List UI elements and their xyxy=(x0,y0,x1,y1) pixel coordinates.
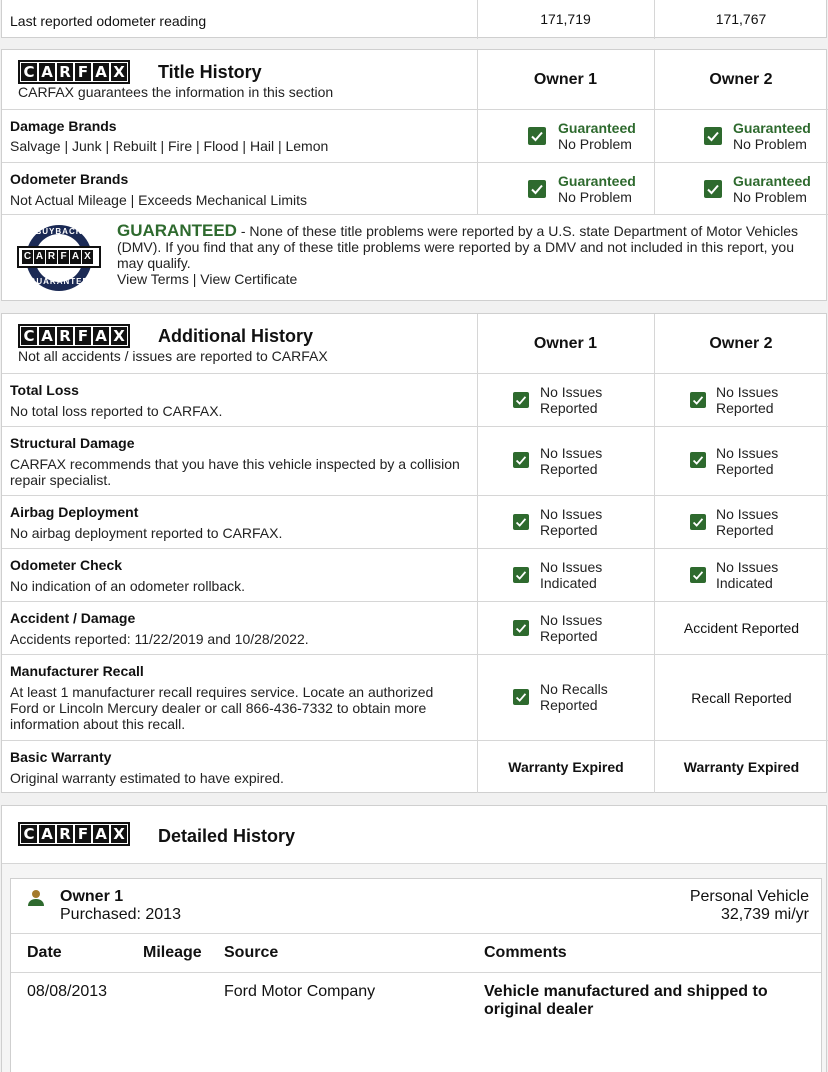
row-title: Accident / Damage xyxy=(10,610,136,626)
history-row: Odometer Check No indication of an odometer rollback. No Issues Indicated No Issues Indicated xyxy=(2,548,828,601)
section-subtitle: CARFAX guarantees the information in this section xyxy=(18,84,334,100)
owner1-header: Owner 1 xyxy=(533,334,598,352)
check-icon xyxy=(513,392,529,408)
history-row: Total Loss No total loss reported to CARFAX. No Issues Reported No Issues Reported xyxy=(2,373,828,426)
status-accident: Accident Reported xyxy=(683,620,800,636)
col-mileage: Mileage xyxy=(143,944,202,961)
section-title: Title History xyxy=(158,62,262,82)
status-guaranteed: Guaranteed xyxy=(558,173,636,189)
status-warranty: Warranty Expired xyxy=(683,759,800,775)
owner1-header: Owner 1 xyxy=(533,70,598,88)
row-desc: No total loss reported to CARFAX. xyxy=(10,403,223,419)
check-icon xyxy=(690,392,706,408)
owner2-header: Owner 2 xyxy=(709,70,773,88)
odometer-label: Last reported odometer reading xyxy=(10,13,207,29)
check-icon xyxy=(513,452,529,468)
badge-top-text: BUYBACK xyxy=(35,227,83,236)
status-recall: Recall Reported xyxy=(691,689,792,706)
person-icon xyxy=(27,889,45,912)
row-desc: CARFAX recommends that you have this vehicle inspected by a collision repair specialist. xyxy=(10,456,460,488)
check-icon xyxy=(690,514,706,530)
title-history-section xyxy=(1,49,827,301)
vehicle-type: Personal Vehicle xyxy=(689,888,809,905)
guarantee-headline: GUARANTEED xyxy=(117,221,237,240)
row-date: 08/08/2013 xyxy=(27,983,108,1000)
carfax-logo: C A R F A X xyxy=(18,822,130,846)
check-icon xyxy=(513,620,529,636)
check-icon xyxy=(690,567,706,583)
status-no-problem: No Problem xyxy=(733,136,807,152)
col-date: Date xyxy=(27,944,62,961)
odometer-owner1: 171,719 xyxy=(540,11,591,27)
owner2-header: Owner 2 xyxy=(709,334,773,352)
section-title: Additional History xyxy=(158,326,314,346)
row-desc: Salvage | Junk | Rebuilt | Fire | Flood | Hail | Lemon xyxy=(10,138,329,154)
history-row xyxy=(2,740,828,793)
status-guaranteed: Guaranteed xyxy=(733,120,811,136)
row-desc: Accidents reported: 11/22/2019 and 10/28/2022. xyxy=(10,631,309,647)
row-title: Odometer Brands xyxy=(10,171,129,187)
row-desc: Original warranty estimated to have expired. xyxy=(10,770,284,786)
row-title: Damage Brands xyxy=(10,118,117,134)
check-icon xyxy=(513,514,529,530)
row-title: Airbag Deployment xyxy=(10,504,139,520)
history-row: Structural Damage CARFAX recommends that you have this vehicle inspected by a collision repair specialist. No Issues Reported No Issues Reported xyxy=(2,426,828,495)
owner-purchased: Purchased: 2013 xyxy=(60,906,181,923)
section-title: Detailed History xyxy=(158,826,296,846)
check-icon xyxy=(528,180,546,198)
row-title: Total Loss xyxy=(10,382,79,398)
detailed-history-section xyxy=(1,805,827,1072)
additional-history-section xyxy=(1,313,827,793)
vehicle-usage: 32,739 mi/yr xyxy=(720,906,809,923)
view-certificate-link[interactable]: View Certificate xyxy=(200,271,298,287)
status-no-problem: No Problem xyxy=(558,189,632,205)
check-icon xyxy=(704,180,722,198)
history-row: Accident / Damage Accidents reported: 11/22/2019 and 10/28/2022. No Issues Reported Accident Reported xyxy=(2,601,828,654)
row-desc: No airbag deployment reported to CARFAX. xyxy=(10,525,283,541)
check-icon xyxy=(704,127,722,145)
buyback-badge-icon: BUYBACK C A R F A X GUARANTEE xyxy=(16,223,102,293)
owner-card xyxy=(10,878,822,1072)
row-desc: At least 1 manufacturer recall requires service. Locate an authorized Ford or Lincoln Mercury dealer or call 866-436-7332 to obtain more information about this recall. xyxy=(10,684,434,732)
guarantee-text: - None of these title problems were reported by a U.S. state Department of Motor Vehicles (DMV). If you find that any of these title problems were reported by a DMV and not included in this report, you may qualify. xyxy=(117,223,798,271)
odometer-card xyxy=(1,0,827,38)
status-no-problem: No Problem xyxy=(558,136,632,152)
history-row: Manufacturer Recall At least 1 manufacturer recall requires service. Locate an authorized Ford or Lincoln Mercury dealer or call 866-436-7332 to obtain more information about this recall. No Recalls Reported Recall Reported xyxy=(2,654,828,740)
view-terms-link[interactable]: View Terms xyxy=(117,271,189,287)
row-source: Ford Motor Company xyxy=(224,983,376,1000)
check-icon xyxy=(513,689,529,705)
status-guaranteed: Guaranteed xyxy=(733,173,811,189)
check-icon xyxy=(513,567,529,583)
check-icon xyxy=(690,452,706,468)
carfax-logo: C A R F A X xyxy=(18,60,130,84)
owner-name: Owner 1 xyxy=(60,888,124,905)
row-title: Structural Damage xyxy=(10,435,135,451)
check-icon xyxy=(528,127,546,145)
row-desc: No indication of an odometer rollback. xyxy=(10,578,246,594)
table-row xyxy=(11,973,821,1072)
status-no-problem: No Problem xyxy=(733,189,807,205)
row-comment: Vehicle manufactured and shipped to original dealer xyxy=(484,983,768,1018)
title-row xyxy=(2,109,828,162)
odometer-owner2: 171,767 xyxy=(715,11,767,27)
row-title: Odometer Check xyxy=(10,557,123,573)
title-row xyxy=(2,162,828,214)
row-title: Basic Warranty xyxy=(10,749,112,765)
row-title: Manufacturer Recall xyxy=(10,663,144,679)
status-guaranteed: Guaranteed xyxy=(558,120,636,136)
col-source: Source xyxy=(224,944,279,961)
carfax-logo: C A R F A X xyxy=(18,324,130,348)
col-comments: Comments xyxy=(484,944,567,961)
status-warranty: Warranty Expired xyxy=(508,759,624,775)
history-row: Airbag Deployment No airbag deployment reported to CARFAX. No Issues Reported No Issues Reported xyxy=(2,495,828,548)
badge-bottom-text: GUARANTEE xyxy=(29,277,89,286)
guarantee-row: BUYBACK C A R F A X GUARANTEE GUARANTEED - None of these title problems were reported by a U.S. state Department of Motor Vehicles (DMV). If you find that any of these title problems were reported by a DMV and not included in this report, you may qualify. View Terms | View Certificate xyxy=(2,214,828,301)
section-subtitle: Not all accidents / issues are reported to CARFAX xyxy=(18,348,328,364)
row-desc: Not Actual Mileage | Exceeds Mechanical Limits xyxy=(10,192,307,208)
